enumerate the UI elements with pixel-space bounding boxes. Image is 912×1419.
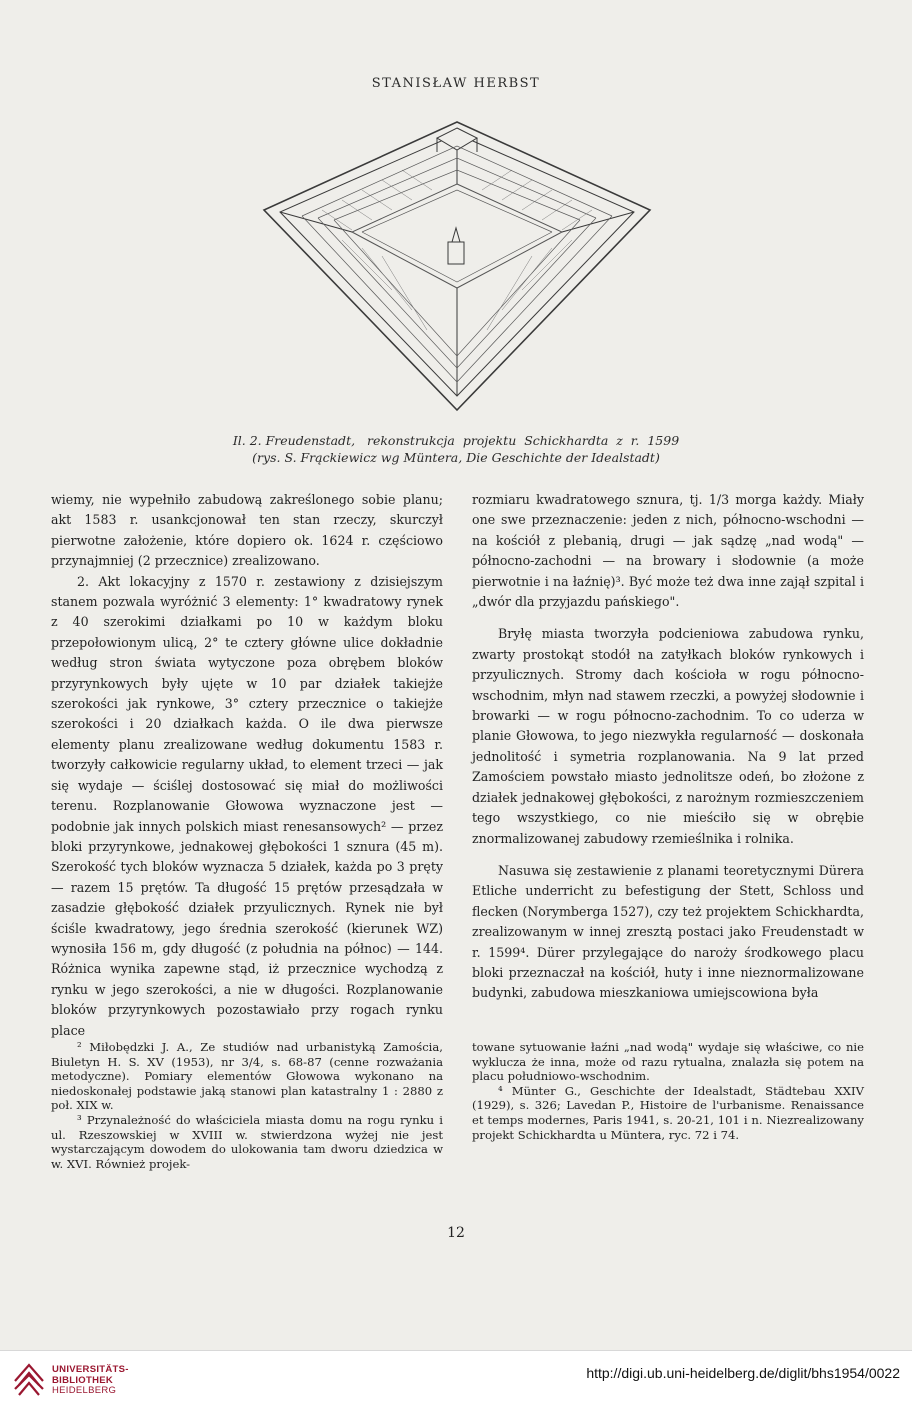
footnote: ² Miłobędzki J. A., Ze studiów nad urbanistyką Zamościa, Biuletyn H. S. XV (1953), nr 3/4, s. 68-87 (cenne rozważania metodyczne). Pomiary elementów Głowowa wykonano na niedoskonałej podstawie jaką stanowi plan katastralny 1 : 2880 z poł. XIX w.	[51, 1040, 443, 1113]
footnote: towane sytuowanie łaźni „nad wodą" wydaje się właściwe, co nie wyklucza że inna, może od razu rytualna, znalazła się potem na placu południowo-wschodnim.	[472, 1040, 864, 1084]
page-number: 12	[447, 1225, 465, 1241]
logo-line-2: BIBLIOTHEK	[52, 1374, 114, 1386]
paragraph: rozmiaru kwadratowego sznura, tj. 1/3 morga każdy. Miały one swe przeznaczenie: jeden z nich, północno-wschodni — na kościół z plebanią, drugi — jak sądzę „nad wodą" — północno-zachodni — na browary i słodownie (a może pierwotnie i na łaźnię)³. Być może też dwa inne zajął szpital i „dwór dla przyjazdu pańskiego".	[472, 492, 864, 610]
body-column-left	[51, 490, 443, 1041]
running-head: STANISŁAW HERBST	[371, 76, 541, 91]
library-logo-icon	[12, 1361, 46, 1401]
library-footer	[0, 1350, 912, 1419]
footnotes-right	[472, 1040, 864, 1142]
figure-caption	[60, 432, 852, 466]
freudenstadt-plan-illustration	[262, 120, 652, 420]
footnote: ⁴ Münter G., Geschichte der Idealstadt, Städtebau XXIV (1929), s. 326; Lavedan P., Histoire de l'urbanisme. Renaissance et temps modernes, Paris 1941, s. 20-21, 101 i n. Niezrealizowany projekt Schickhardta u Müntera, ryc. 72 i 74.	[472, 1083, 864, 1142]
caption-line-1: Il. 2. Freudenstadt, rekonstrukcja projektu Schickhardta z r. 1599	[232, 433, 680, 448]
logo-line-3: HEIDELBERG	[52, 1385, 117, 1396]
logo-line-1: UNIVERSITÄTS-	[52, 1364, 129, 1375]
library-logo-text	[52, 1365, 129, 1397]
caption-line-2: (rys. S. Frąckiewicz wg Müntera, Die Geschichte der Idealstadt)	[252, 450, 660, 465]
footnotes-left	[51, 1040, 443, 1171]
paragraph: Nasuwa się zestawienie z planami teoretycznymi Dürera Etliche underricht zu befestigung der Stett, Schloss und flecken (Norymberga 1527), czy też projektem Schickhardta, zrealizowanym w innej zresztą postaci jako Freudenstadt w r. 1599⁴. Dürer przylegające do naroży środkowego placu bloki przeznaczał na kościół, huty i inne nieznormalizowane budynki, zabudowa mieszkaniowa umiejscowiona była	[472, 862, 864, 1001]
paragraph: Bryłę miasta tworzyła podcieniowa zabudowa rynku, zwarty prostokąt stodół na zatyłkach bloków rynkowych i przyulicznych. Stromy dach kościoła w rogu północno-wschodnim, młyn nad stawem rzeczki, a powyżej słodownie i browarki — w rogu północno-zachodnim. To co uderza w planie Głowowa, to jego niezwykła regularność — doskonała jednolitość i symetria rozplanowania. Na 9 lat przed Zamościem powstało miasto jednolitsze odeń, bo złożone z działek jednakowej głębokości, z narożnym rozmieszczeniem tego wszystkiego, co nie mieściło się w obrębie znormalizowanej zabudowy rzemieślnika i rolnika.	[472, 626, 864, 846]
footnote: ³ Przynależność do właściciela miasta domu na rogu rynku i ul. Rzeszowskiej w XVIII w. stwierdzona wyżej nie jest wystarczającym dowodem do ulokowania tam dworu dziedzica w w. XVI. Również projek-	[51, 1112, 443, 1171]
paragraph: wiemy, nie wypełniło zabudową zakreślonego sobie planu; akt 1583 r. usankcjonował ten stan rzeczy, skurczył pierwotne założenie, które dopiero ok. 1624 r. częściowo przynajmniej (2 przecznice) zrealizowano.	[51, 492, 443, 569]
paragraph: 2. Akt lokacyjny z 1570 r. zestawiony z dzisiejszym stanem pozwala wyróżnić 3 elementy: 1° kwadratowy rynek z 40 szerokimi działkami po 10 w każdym bloku przepołowionym ulicą, 2° te cztery główne ulice dokładnie według stron świata wytyczone poza obrębem bloków przyrynkowych były ujęte w 10 par działek takiejże szerokości jak rynkowe, 3° cztery przecznice o takiejże szerokości i 20 działkach każda. O ile dwa pierwsze elementy planu zrealizowane według dokumentu 1583 r. tworzyły całkowicie regularny układ, to element trzeci — jak się wydaje — ściślej dostosować się miał do możliwości terenu. Rozplanowanie Głowowa wyznaczone jest — podobnie jak innych polskich miast renesansowych² — przez bloki przyrynkowe, jednakowej głębokości 1 sznura (45 m). Szerokość tych bloków wyznacza 5 działek, każda po 3 pręty — razem 15 prętów. Ta długość 15 prętów przesądzała w zasadzie głębokość działek przyulicznych. Rynek nie był ściśle kwadratowy, jego średnia szerokość (kierunek WZ) wynosiła 156 m, gdy długość (z południa na północ) — 144. Różnica wynika zapewne stąd, iż przecznice wychodzą z rynku w jego szerokości, a nie w długości. Rozplanowanie bloków przyrynkowych pozostawiało przy rogach rynku place	[51, 573, 443, 1038]
source-url-link[interactable]: http://digi.ub.uni-heidelberg.de/diglit/bhs1954/0022	[586, 1365, 900, 1381]
body-column-right	[472, 490, 864, 1004]
